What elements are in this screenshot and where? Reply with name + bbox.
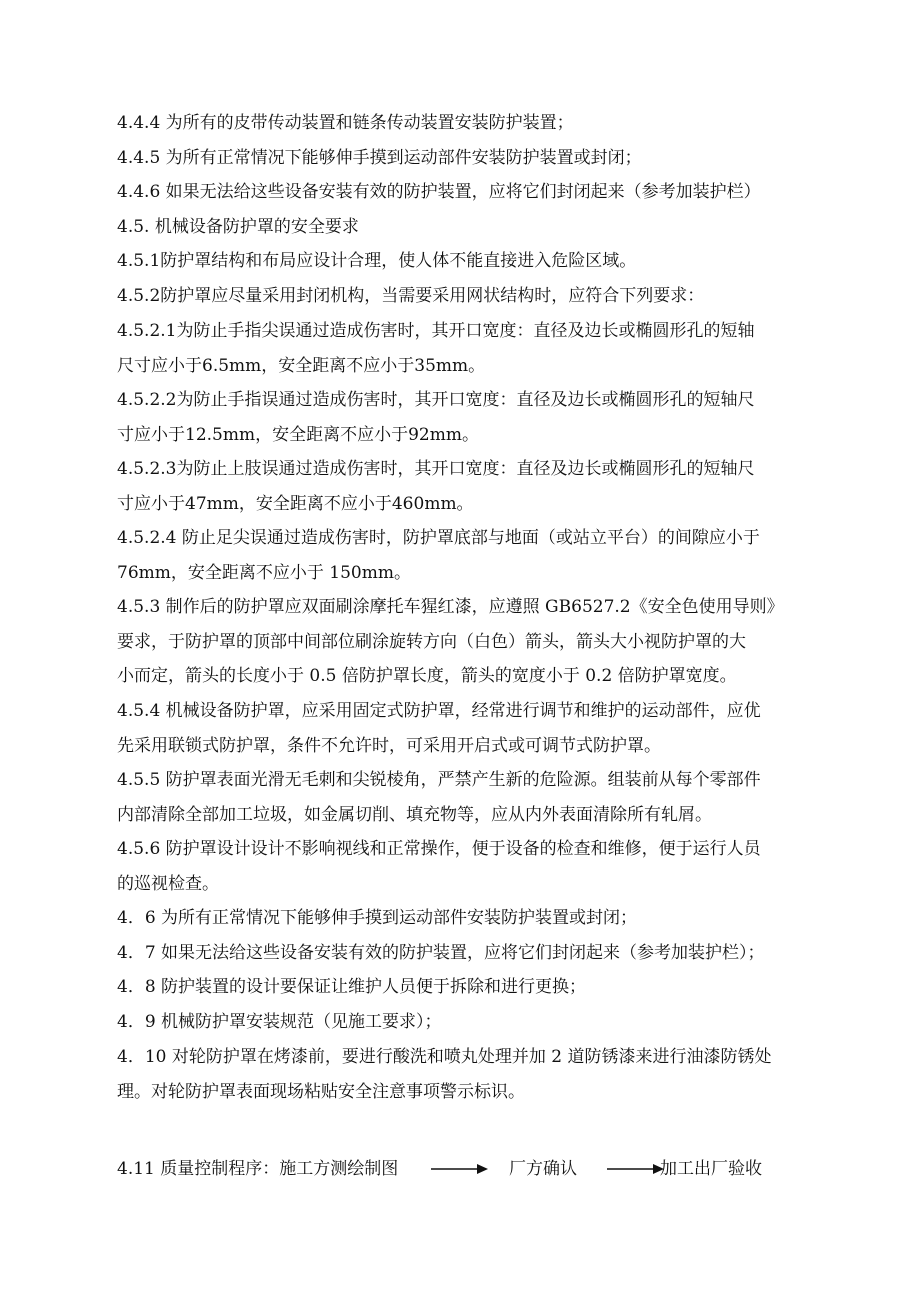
para-4-5-2-1 (117, 314, 807, 383)
heading-4-5 (117, 210, 807, 245)
para-4-4-4 (117, 106, 807, 141)
para-4-4-6 (117, 175, 807, 210)
text-line: 4.4.4 为所有的皮带传动装置和链条传动装置安装防护装置； (117, 113, 574, 133)
text-line: 4.5.2防护罩应尽量采用封闭机构，当需要采用网状结构时，应符合下列要求： (117, 286, 705, 306)
para-4-5-5 (117, 763, 807, 832)
text-line: 4.5.4 机械设备防护罩，应采用固定式防护罩，经常进行调节和维护的运动部件，应优 (117, 701, 761, 721)
text-line: 4.5.6 防护罩设计设计不影响视线和正常操作，便于设备的检查和维修，便于运行人员 (117, 839, 761, 859)
flow-arrow-icon (431, 1162, 489, 1176)
para-4-5-4 (117, 694, 807, 763)
text-line: 4．6 为所有正常情况下能够伸手摸到运动部件安装防护装置或封闭； (117, 908, 638, 928)
para-4-10 (117, 1040, 807, 1109)
para-4-9 (117, 1005, 807, 1040)
text-line: 4.5.2.1为防止手指尖误通过造成伤害时，其开口宽度：直径及边长或椭圆形孔的短轴 (117, 321, 755, 341)
para-4-5-2-3 (117, 452, 807, 521)
flow-arrow-icon (607, 1162, 665, 1176)
text-line: 先采用联锁式防护罩，条件不允许时，可采用开启式或可调节式防护罩。 (117, 735, 661, 756)
text-line: 4.5.1防护罩结构和布局应设计合理，使人体不能直接进入危险区域。 (117, 251, 637, 271)
text-line: 4.5.3 制作后的防护罩应双面刷涂摩托车猩红漆，应遵照 GB6527.2《安全色使用导则》 (117, 597, 784, 617)
text-line: 4．7 如果无法给这些设备安装有效的防护装置，应将它们封闭起来（参考加装护栏）； (117, 943, 765, 963)
text-line: 寸应小于12.5mm，安全距离不应小于92mm。 (117, 424, 479, 445)
para-4-6 (117, 901, 807, 936)
para-4-5-2 (117, 279, 807, 314)
para-4-4-5 (117, 141, 807, 176)
text-line: 76mm，安全距离不应小于 150mm。 (117, 562, 411, 583)
text-line: 4．10 对轮防护罩在烤漆前，要进行酸洗和喷丸处理并加 2 道防锈漆来进行油漆防锈处 (117, 1047, 772, 1067)
text-line: 4.5.2.2为防止手指误通过造成伤害时，其开口宽度：直径及边长或椭圆形孔的短轴尺 (117, 390, 755, 410)
flow-label: 4.11 质量控制程序：施工方测绘制图 (117, 1159, 399, 1179)
flow-step-acceptance: 加工出厂验收 (660, 1159, 762, 1179)
text-line: 4.4.5 为所有正常情况下能够伸手摸到运动部件安装防护装置或封闭； (117, 148, 642, 168)
text-line: 的巡视检查。 (117, 873, 219, 894)
text-line: 4.4.6 如果无法给这些设备安装有效的防护装置，应将它们封闭起来（参考加装护栏） (117, 182, 761, 202)
para-4-5-2-2 (117, 383, 807, 452)
para-4-5-2-4 (117, 521, 807, 590)
para-4-5-6 (117, 832, 807, 901)
text-line: 小而定，箭头的长度小于 0.5 倍防护罩长度，箭头的宽度小于 0.2 倍防护罩宽度。 (117, 666, 737, 687)
text-line: 4．9 机械防护罩安装规范（见施工要求）； (117, 1012, 442, 1032)
text-line: 理。对轮防护罩表面现场粘贴安全注意事项警示标识。 (117, 1081, 525, 1102)
text-line: 内部清除全部加工垃圾，如金属切削、填充物等，应从内外表面清除所有轧屑。 (117, 804, 712, 825)
text-line: 4.5.2.4 防止足尖误通过造成伤害时，防护罩底部与地面（或站立平台）的间隙应小于 (117, 528, 760, 548)
text-line: 4．8 防护装置的设计要保证让维护人员便于拆除和进行更换； (117, 977, 587, 997)
para-4-7 (117, 936, 807, 971)
text-line: 4.5.5 防护罩表面光滑无毛刺和尖锐棱角，严禁产生新的危险源。组装前从每个零部件 (117, 770, 761, 790)
quality-control-flow (117, 1152, 807, 1186)
para-4-5-1 (117, 244, 807, 279)
flow-step-factory-confirm: 厂方确认 (509, 1159, 577, 1179)
para-4-8 (117, 970, 807, 1005)
text-line: 寸应小于47mm，安全距离不应小于460mm。 (117, 493, 474, 514)
text-line: 4.5.2.3为防止上肢误通过造成伤害时，其开口宽度：直径及边长或椭圆形孔的短轴尺 (117, 459, 755, 479)
para-4-5-3 (117, 590, 807, 694)
text-line: 要求，于防护罩的顶部中间部位刷涂旋转方向（白色）箭头，箭头大小视防护罩的大 (117, 631, 746, 652)
section-heading: 4.5. 机械设备防护罩的安全要求 (117, 217, 359, 237)
text-line: 尺寸应小于6.5mm，安全距离不应小于35mm。 (117, 355, 486, 376)
